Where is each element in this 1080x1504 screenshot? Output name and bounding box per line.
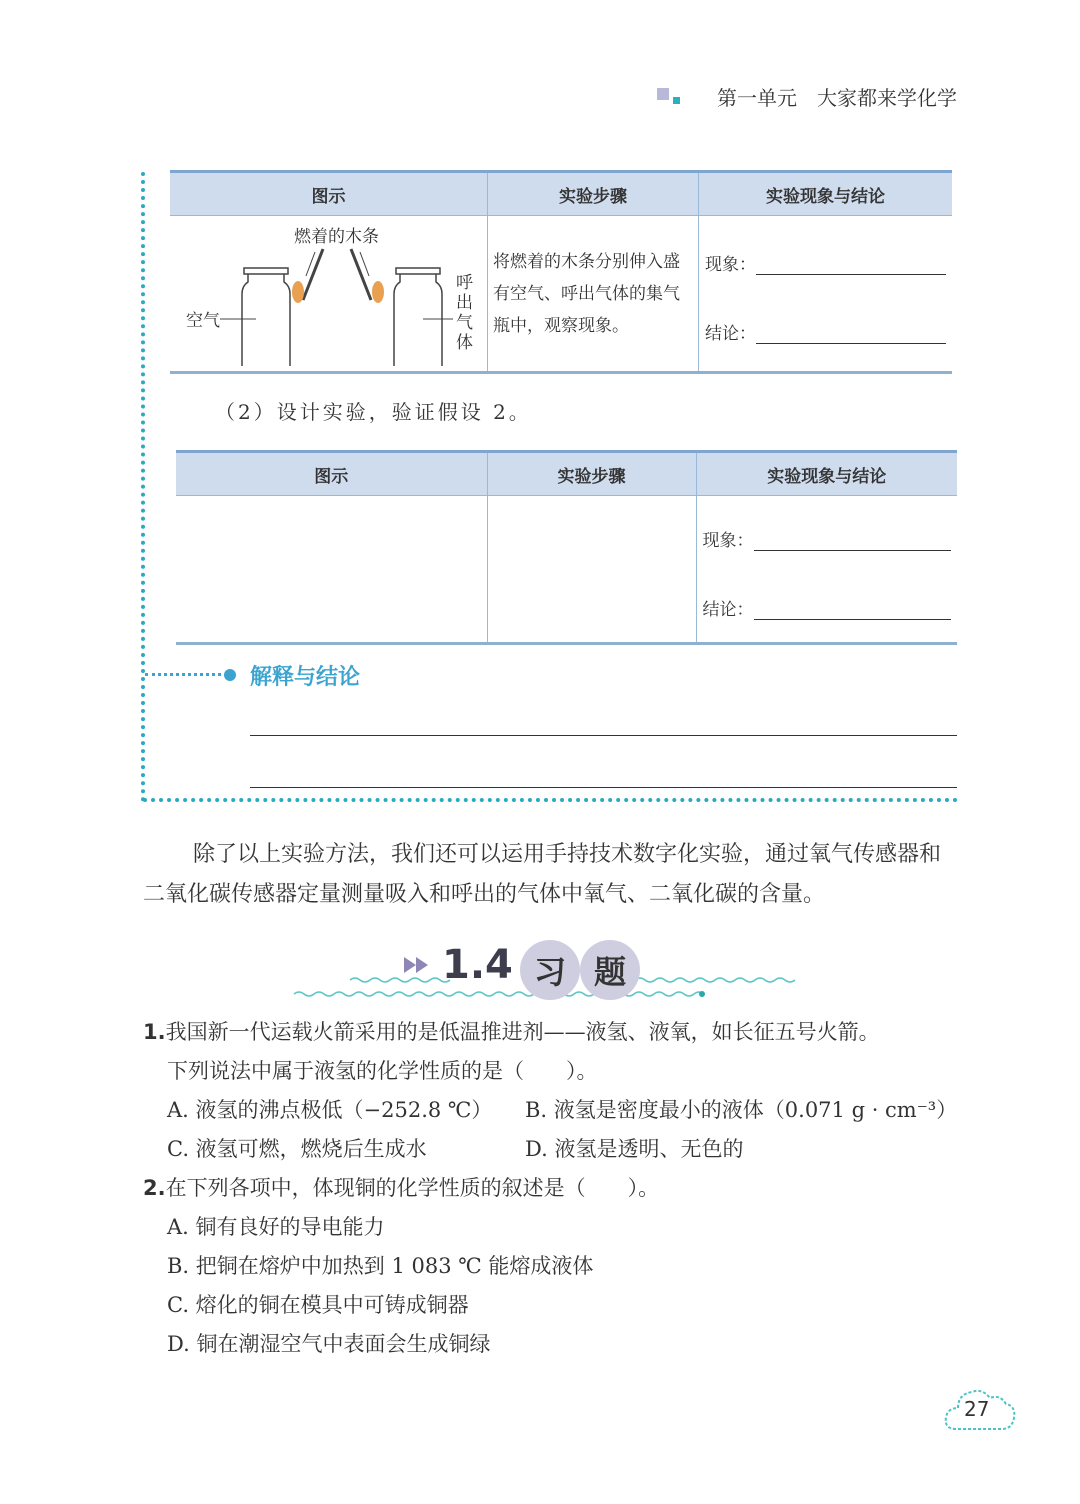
page-number-badge <box>942 1383 1016 1439</box>
section-dotted-leader <box>145 673 221 676</box>
conclusion-label: 结论： <box>702 600 754 620</box>
col-header: 图示 <box>170 172 488 216</box>
dotted-border-bottom <box>143 798 958 802</box>
double-arrow-icon <box>404 957 428 973</box>
exercise-char: 题 <box>580 940 640 1000</box>
option-a[interactable]: A. 铜有良好的导电能力 <box>167 1215 385 1239</box>
exercise-number: 1.4 <box>442 942 513 988</box>
answer-blank[interactable] <box>756 326 946 344</box>
question-list <box>143 1013 957 1364</box>
question-number: 1. <box>143 1020 166 1044</box>
question-2 <box>143 1169 957 1208</box>
question-number: 2. <box>143 1176 166 1200</box>
answer-line[interactable] <box>250 735 957 736</box>
col-header: 图示 <box>176 452 487 496</box>
steps-cell: 将燃着的木条分别伸入盛有空气、呼出气体的集气瓶中，观察现象。 <box>488 216 699 373</box>
col-header: 实验步骤 <box>487 452 696 496</box>
option-b[interactable]: B. 把铜在熔炉中加热到 1 083 ℃ 能熔成液体 <box>167 1254 594 1278</box>
conclusion-label: 结论： <box>705 324 756 344</box>
question-text: 下列说法中属于液氢的化学性质的是（ ）。 <box>167 1059 598 1083</box>
question-1 <box>143 1013 957 1052</box>
part-2-instruction: （2）设计实验，验证假设 2。 <box>215 400 532 424</box>
section-title: 解释与结论 <box>250 665 361 690</box>
jar-experiment-figure <box>170 216 487 366</box>
option-c[interactable]: C. 熔化的铜在模具中可铸成铜器 <box>167 1293 469 1317</box>
col-header: 实验现象与结论 <box>696 452 957 496</box>
label-exhaled: 出 <box>456 293 473 313</box>
section-bullet-icon <box>224 669 236 681</box>
dotted-border-left <box>141 172 145 802</box>
answer-blank[interactable] <box>754 602 952 620</box>
option-d[interactable]: D. 液氢是透明、无色的 <box>525 1137 744 1161</box>
result-cell <box>696 496 957 644</box>
flame-icon <box>292 281 304 303</box>
answer-blank[interactable] <box>756 257 946 275</box>
label-exhaled: 呼 <box>456 273 473 293</box>
steps-cell-empty[interactable] <box>487 496 696 644</box>
header-decor-square-small <box>673 97 680 104</box>
question-text: 在下列各项中，体现铜的化学性质的叙述是（ ）。 <box>165 1176 660 1200</box>
header-decor-square <box>657 88 669 100</box>
figure-cell-empty[interactable] <box>176 496 487 644</box>
experiment-table-2 <box>176 450 957 645</box>
option-a[interactable]: A. 液氢的沸点极低（−252.8 ℃） <box>167 1098 493 1122</box>
option-b[interactable]: B. 液氢是密度最小的液体（0.071 g · cm⁻³） <box>525 1098 958 1122</box>
label-stick: 燃着的木条 <box>294 227 379 247</box>
result-cell <box>699 216 953 373</box>
col-header: 实验步骤 <box>488 172 699 216</box>
page-number: 27 <box>964 1397 990 1421</box>
option-c[interactable]: C. 液氢可燃，燃烧后生成水 <box>167 1137 427 1161</box>
experiment-table-1 <box>170 170 952 374</box>
label-exhaled: 体 <box>456 333 473 353</box>
flame-icon <box>372 281 384 303</box>
question-text: 我国新一代运载火箭采用的是低温推进剂——液氢、液氧，如长征五号火箭。 <box>165 1020 880 1044</box>
label-air: 空气 <box>186 311 220 331</box>
answer-line[interactable] <box>250 787 957 788</box>
label-exhaled: 气 <box>456 313 473 333</box>
running-header: 第一单元 大家都来学化学 <box>717 86 957 110</box>
body-paragraph: 除了以上实验方法，我们还可以运用手持技术数字化实验，通过氧气传感器和二氧化碳传感器定量测量吸入和呼出的气体中氧气、二氧化碳的含量。 <box>143 842 942 907</box>
option-d[interactable]: D. 铜在潮湿空气中表面会生成铜绿 <box>167 1332 491 1356</box>
phenomenon-label: 现象： <box>705 255 756 275</box>
phenomenon-label: 现象： <box>702 531 754 551</box>
answer-blank[interactable] <box>754 533 952 551</box>
col-header: 实验现象与结论 <box>699 172 953 216</box>
exercise-char: 习 <box>520 940 580 1000</box>
figure-cell <box>170 216 488 373</box>
